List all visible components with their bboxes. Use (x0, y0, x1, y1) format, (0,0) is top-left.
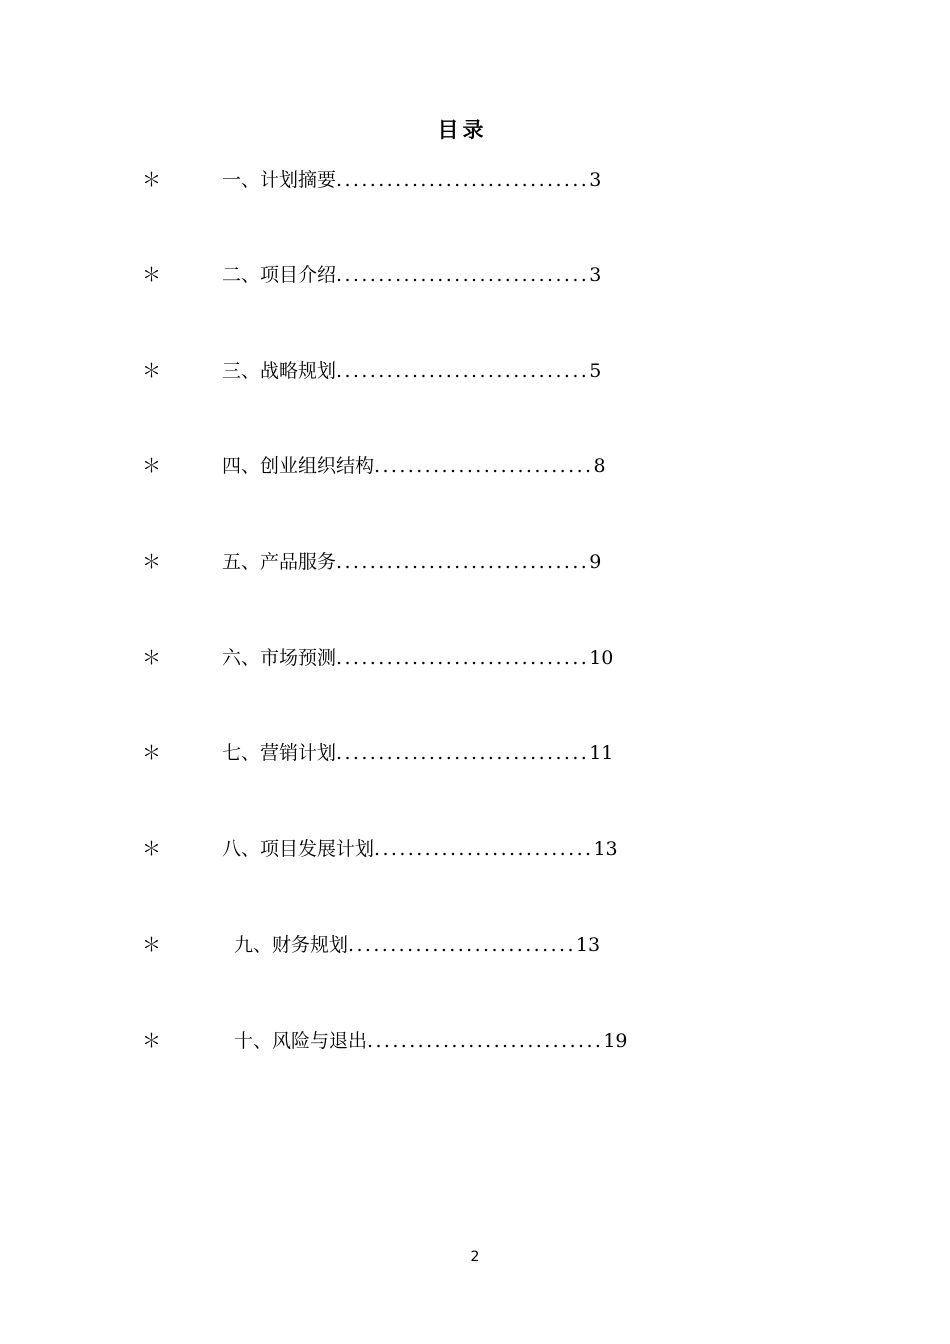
toc-bullet: ＊ (142, 742, 162, 764)
toc-leader: ........................... (348, 934, 576, 956)
toc-entry[interactable] (222, 357, 601, 385)
toc-bullet: ＊ (142, 1030, 162, 1052)
toc-page-number: 9 (589, 551, 602, 573)
toc-entry-label: 七、营销计划 (222, 742, 337, 764)
toc-row[interactable] (0, 357, 950, 385)
toc-bullet: ＊ (142, 647, 162, 669)
toc-entry[interactable] (222, 548, 601, 576)
toc-row[interactable] (0, 835, 950, 863)
toc-entry-label: 十、风险与退出 (234, 1030, 368, 1052)
toc-page-number: 19 (603, 1030, 628, 1052)
toc-entry[interactable] (234, 931, 600, 959)
toc-entry-label: 二、项目介绍 (222, 264, 337, 286)
toc-bullet: ＊ (142, 934, 162, 956)
toc-leader: .......................... (374, 455, 594, 477)
toc-entry[interactable] (222, 166, 601, 194)
toc-leader: .......................... (374, 838, 594, 860)
page-number: 2 (470, 1249, 480, 1265)
toc-bullet: ＊ (142, 169, 162, 191)
toc-page-number: 3 (589, 264, 602, 286)
toc-entry-label: 八、项目发展计划 (222, 838, 375, 860)
toc-bullet: ＊ (142, 360, 162, 382)
toc-row[interactable] (0, 166, 950, 194)
toc-leader: .............................. (336, 551, 590, 573)
toc-leader: .............................. (336, 742, 590, 764)
toc-entry[interactable] (222, 644, 613, 672)
toc-row[interactable] (0, 739, 950, 767)
toc-row[interactable] (0, 261, 950, 289)
toc-page-number: 8 (593, 455, 606, 477)
toc-bullet: ＊ (142, 551, 162, 573)
toc-leader: .............................. (336, 647, 590, 669)
toc-entry-label: 四、创业组织结构 (222, 455, 375, 477)
toc-bullet: ＊ (142, 455, 162, 477)
toc-entry-label: 九、财务规划 (234, 934, 349, 956)
toc-entry-label: 六、市场预测 (222, 647, 337, 669)
toc-page-number: 10 (589, 647, 614, 669)
toc-leader: .............................. (336, 169, 590, 191)
toc-page-number: 5 (589, 360, 602, 382)
toc-entry[interactable] (234, 1027, 628, 1055)
toc-entry-label: 五、产品服务 (222, 551, 337, 573)
toc-bullet: ＊ (142, 264, 162, 286)
toc-page-number: 13 (575, 934, 601, 956)
toc-page-number: 13 (593, 838, 618, 860)
toc-row[interactable] (0, 644, 950, 672)
toc-entry-label: 一、计划摘要 (222, 169, 337, 191)
toc-entry[interactable] (222, 835, 618, 863)
toc-entry-label: 三、战略规划 (222, 360, 337, 382)
toc-entry[interactable] (222, 261, 601, 289)
toc-page-number: 11 (589, 742, 614, 764)
toc-entry[interactable] (222, 739, 613, 767)
toc-leader: .............................. (336, 360, 590, 382)
toc-leader: ............................ (367, 1030, 604, 1052)
toc-row[interactable] (0, 931, 950, 959)
toc-row[interactable] (0, 548, 950, 576)
toc-page-number: 3 (589, 169, 602, 191)
toc-bullet: ＊ (142, 838, 162, 860)
toc-row[interactable] (0, 452, 950, 480)
toc-entry[interactable] (222, 452, 606, 480)
toc-title: 目录 (437, 118, 488, 142)
toc-row[interactable] (0, 1027, 950, 1055)
toc-leader: .............................. (336, 264, 590, 286)
